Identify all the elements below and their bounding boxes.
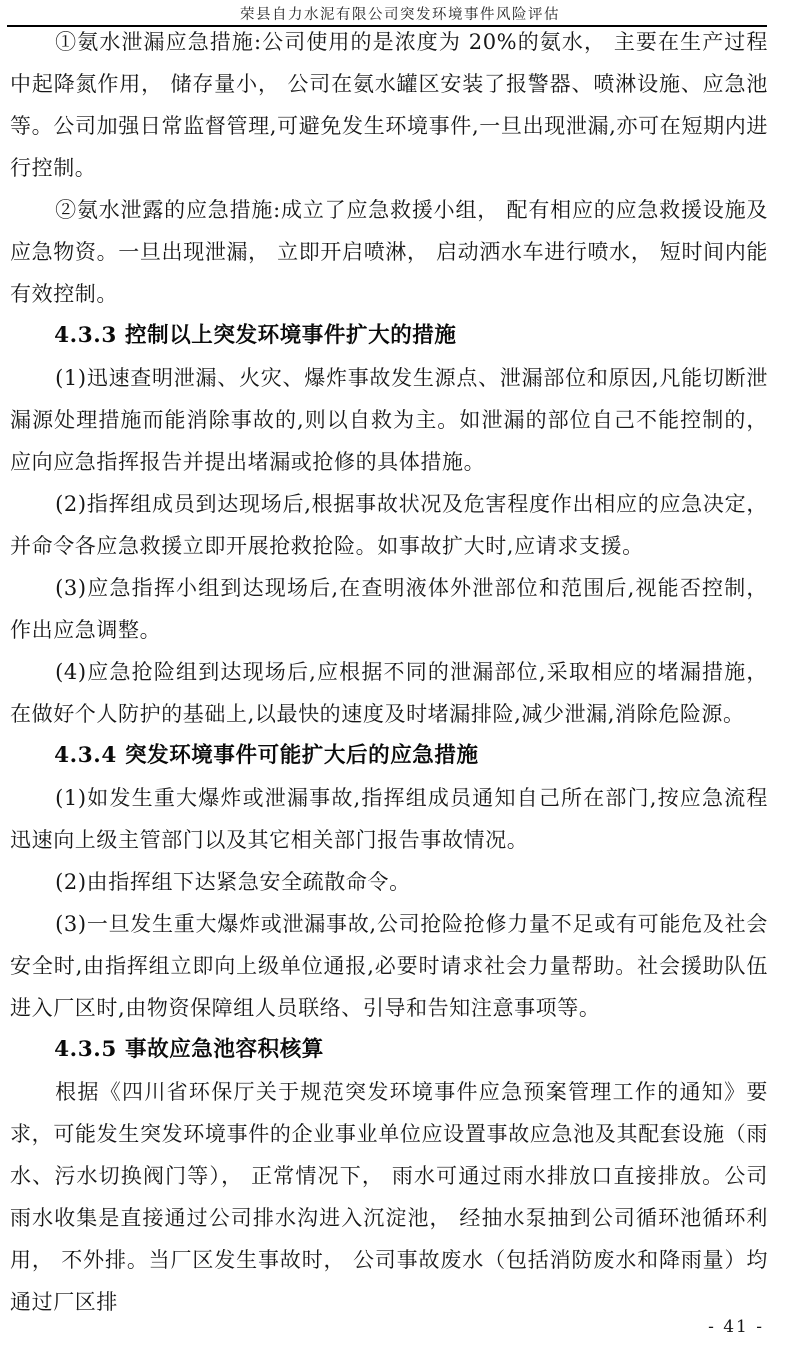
document-body [10,21,768,1323]
paragraph-item-3-command-team-adjustment: (3)应急指挥小组到达现场后,在查明液体外泄部位和范围后,视能否控制，作出应急调整。 [10,576,768,642]
paragraph-emergency-pool-volume: 根据《四川省环保厅关于规范突发环境事件应急预案管理工作的通知》要求，可能发生突发环境事件的企业事业单位应设置事故应急池及其配套设施（雨水、污水切换阀门等）， 正常情况下， 雨水可通过雨水排放口直接排放。公司雨水收集是直接通过公司排水沟进入沉淀池， 经抽水泵抽到公司循环池循环利用， 不外排。当厂区发生事故时， 公司事故废水（包括消防废水和降雨量）均通过厂区排 [10,1080,768,1314]
paragraph-ammonia-release-emergency-measures: ②氨水泄露的应急措施:成立了应急救援小组， 配有相应的应急救援设施及应急物资。一旦出现泄漏， 立即开启喷淋， 启动洒水车进行喷水， 短时间内能有效控制。 [10,198,768,306]
paragraph-item-4-rescue-team-plugging: (4)应急抢险组到达现场后,应根据不同的泄漏部位,采取相应的堵漏措施，在做好个人防护的基础上,以最快的速度及时堵漏排险,减少泄漏,消除危险源。 [10,660,768,726]
section-heading-4-3-5: 4.3.5 事故应急池容积核算 [54,1037,324,1062]
paragraph-item-3-social-assistance: (3)一旦发生重大爆炸或泄漏事故,公司抢险抢修力量不足或有可能危及社会安全时,由指挥组立即向上级单位通报,必要时请求社会力量帮助。社会援助队伍进入厂区时,由物资保障组人员联络、引导和告知注意事项等。 [10,912,768,1020]
paragraph-item-2-evacuation-order: (2)由指挥组下达紧急安全疏散命令。 [55,870,411,894]
paragraph-ammonia-leak-emergency-measures: ①氨水泄漏应急措施:公司使用的是浓度为 20%的氨水， 主要在生产过程中起降氮作用， 储存量小， 公司在氨水罐区安装了报警器、喷淋设施、应急池等。公司加强日常监督管理,可避免发生环境事件,一旦出现泄漏,亦可在短期内进行控制。 [10,30,768,180]
paragraph-item-1-identify-leak-source: (1)迅速查明泄漏、火灾、爆炸事故发生源点、泄漏部位和原因,凡能切断泄漏源处理措施而能消除事故的,则以自救为主。如泄漏的部位自己不能控制的，应向应急指挥报告并提出堵漏或抢修的具体措施。 [10,366,768,474]
section-heading-4-3-3: 4.3.3 控制以上突发环境事件扩大的措施 [54,323,457,348]
header-title: 荣县自力水泥有限公司突发环境事件风险评估 [240,7,560,23]
section-heading-4-3-4: 4.3.4 突发环境事件可能扩大后的应急措施 [54,743,479,768]
paragraph-item-1-major-accident-reporting: (1)如发生重大爆炸或泄漏事故,指挥组成员通知自己所在部门,按应急流程迅速向上级主管部门以及其它相关部门报告事故情况。 [10,786,768,852]
page-number: - 41 - [708,1317,764,1337]
paragraph-item-2-command-group-decision: (2)指挥组成员到达现场后,根据事故状况及危害程度作出相应的应急决定，并命令各应急救援立即开展抢救抢险。如事故扩大时,应请求支援。 [10,492,768,558]
